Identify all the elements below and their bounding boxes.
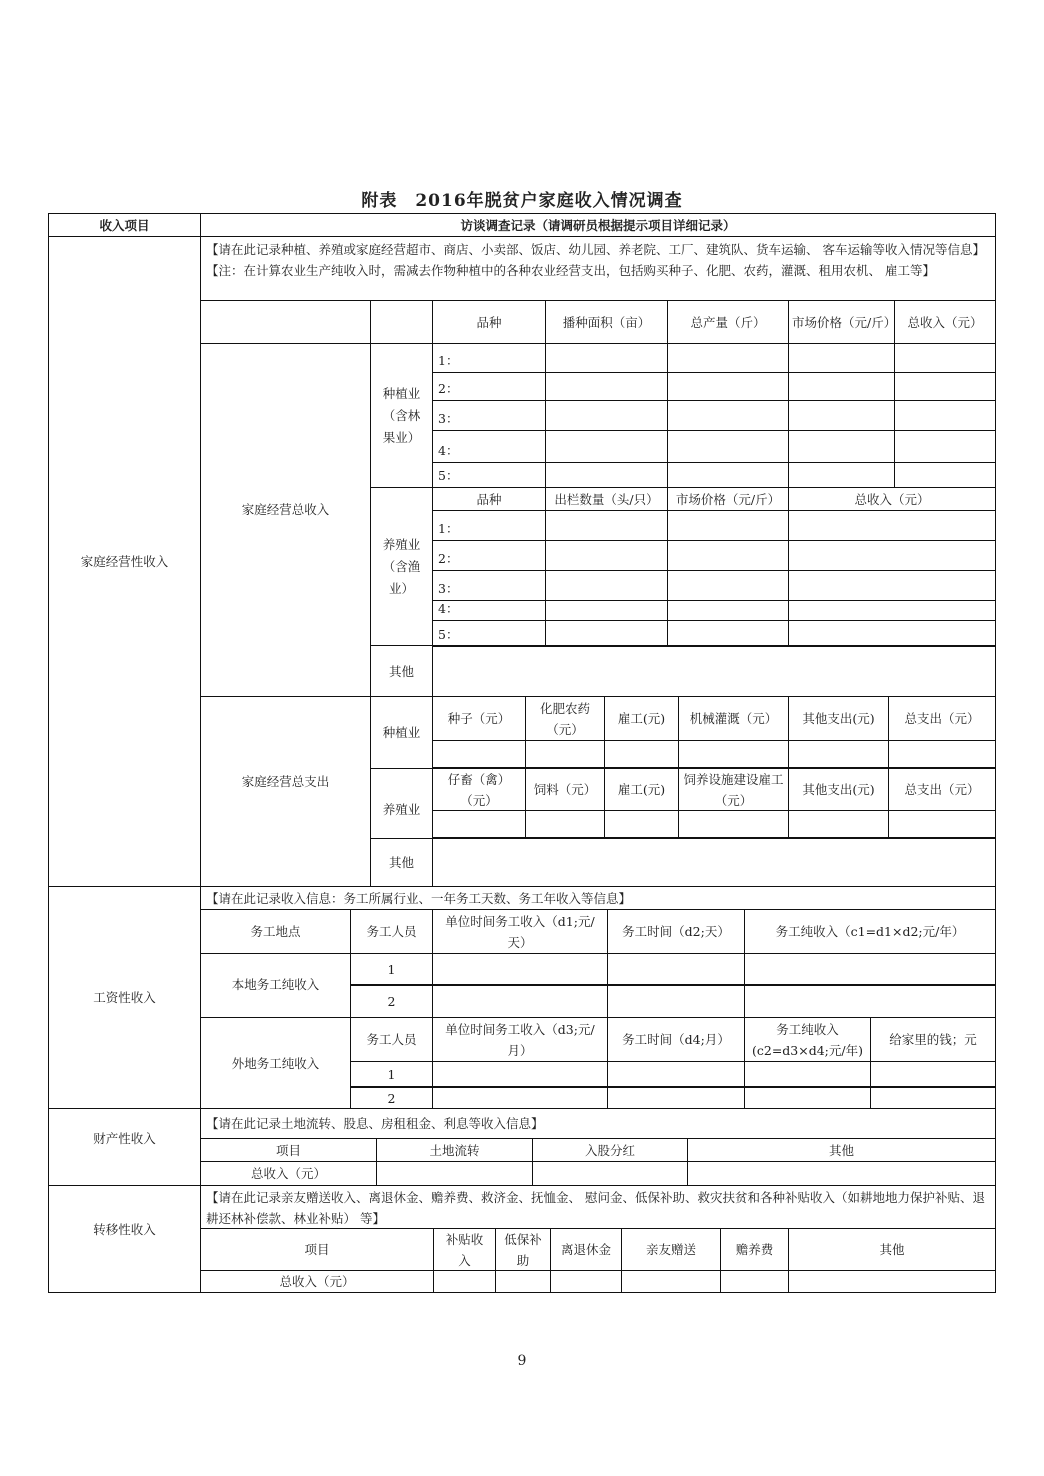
livestock-expense-value[interactable]: [788, 810, 889, 838]
away-net-field[interactable]: [744, 1087, 871, 1109]
crop-row-label: 4：: [432, 430, 546, 463]
local-net-field[interactable]: [744, 953, 996, 985]
category-transfer-income: 转移性收入: [48, 1185, 201, 1293]
crop-row-label: 2：: [432, 372, 546, 401]
property-other-value[interactable]: [687, 1161, 996, 1186]
livestock-row-field[interactable]: [667, 510, 789, 541]
property-total-label: 总收入（元）: [200, 1161, 377, 1186]
local-time-field[interactable]: [607, 985, 745, 1018]
header-interview-record: 访谈调查记录（请调研员根据提示项目详细记录）: [200, 213, 996, 237]
crop-row-field[interactable]: [545, 462, 668, 488]
livestock-row-field[interactable]: [788, 570, 996, 601]
livestock-row-field[interactable]: [788, 510, 996, 541]
category-business-income: 家庭经营性收入: [48, 236, 201, 887]
wage-note: 【请在此记录收入信息：务工所属行业、一年务工天数、务工年收入等信息】: [200, 886, 996, 910]
transfer-value[interactable]: [621, 1270, 721, 1293]
away-header-worker: 务工人员: [350, 1017, 433, 1062]
livestock-header-total: 总收入（元）: [788, 487, 996, 511]
livestock-expense-header: 雇工(元): [604, 768, 679, 811]
local-unit-income-field[interactable]: [432, 985, 608, 1018]
transfer-value[interactable]: [720, 1270, 789, 1293]
crop-header-blank: [200, 300, 371, 344]
business-other-field[interactable]: [432, 645, 996, 697]
transfer-header: 低保补助: [495, 1228, 551, 1271]
away-header-time: 务工时间（d4;月）: [607, 1017, 745, 1062]
away-time-field[interactable]: [607, 1087, 745, 1109]
livestock-expense-header: 总支出（元）: [888, 768, 996, 811]
crop-row-label: 3：: [432, 400, 546, 431]
transfer-value[interactable]: [788, 1270, 996, 1293]
local-time-field[interactable]: [607, 953, 745, 985]
livestock-expense-label: 养殖业: [370, 768, 433, 839]
property-header-other: 其他: [687, 1138, 996, 1162]
livestock-header-count: 出栏数量（头/只）: [545, 487, 668, 511]
crop-row-field[interactable]: [788, 462, 895, 488]
livestock-expense-value[interactable]: [604, 810, 679, 838]
crop-row-label: 5：: [432, 462, 546, 488]
away-time-field[interactable]: [607, 1061, 745, 1087]
livestock-expense-value[interactable]: [525, 810, 605, 838]
wage-header-unit-income: 单位时间务工收入（d1;元/天）: [432, 909, 608, 954]
crop-row-field[interactable]: [545, 430, 668, 463]
crop-expense-value[interactable]: [525, 740, 605, 768]
business-note: 【请在此记录种植、养殖或家庭经营超市、商店、小卖部、饭店、幼儿园、养老院、工厂、建筑队、货车运输、 客车运输等收入情况等信息】【注：在计算农业生产纯收入时，需减去作物种植中的各种农业经营支出，包括购买种子、化肥、农药，灌溉、租用农机、 雇工等】: [200, 236, 996, 301]
livestock-row-field[interactable]: [545, 570, 668, 601]
crop-expense-value[interactable]: [678, 740, 789, 768]
crop-row-field[interactable]: [894, 400, 996, 431]
crop-expense-value[interactable]: [604, 740, 679, 768]
crop-expense-header: 化肥农药（元）: [525, 696, 605, 741]
away-worker-number: 1: [350, 1061, 433, 1087]
transfer-value[interactable]: [433, 1270, 496, 1293]
crop-expense-header: 其他支出(元): [788, 696, 889, 741]
crop-label: 种植业（含林果业）: [370, 343, 433, 488]
crop-expense-label: 种植业: [370, 696, 433, 769]
transfer-header: 补贴收入: [433, 1228, 496, 1271]
crop-header-blank2: [370, 300, 433, 344]
livestock-label: 养殖业（含渔业）: [370, 487, 433, 646]
crop-row-field[interactable]: [788, 430, 895, 463]
header-income-item: 收入项目: [48, 213, 201, 237]
crop-expense-value[interactable]: [788, 740, 889, 768]
livestock-expense-value[interactable]: [432, 810, 526, 838]
livestock-row-field[interactable]: [667, 600, 789, 621]
livestock-row-field[interactable]: [667, 540, 789, 571]
away-unit-income-field[interactable]: [432, 1087, 608, 1109]
crop-row-field[interactable]: [894, 372, 996, 401]
transfer-header: 项目: [200, 1228, 434, 1271]
crop-row-label: 1：: [432, 343, 546, 373]
local-net-field[interactable]: [744, 985, 996, 1018]
crop-row-field[interactable]: [788, 343, 895, 373]
local-worker-number: 1: [350, 953, 433, 985]
crop-expense-header: 总支出（元）: [888, 696, 996, 741]
transfer-header: 其他: [788, 1228, 996, 1271]
crop-expense-header: 雇工(元): [604, 696, 679, 741]
crop-header-variety: 品种: [432, 300, 546, 344]
livestock-row-field[interactable]: [545, 620, 668, 647]
crop-row-field[interactable]: [894, 462, 996, 488]
crop-row-field[interactable]: [545, 372, 668, 401]
business-total-expense-label: 家庭经营总支出: [200, 696, 371, 887]
transfer-value[interactable]: [550, 1270, 622, 1293]
away-net-field[interactable]: [744, 1061, 871, 1087]
crop-row-field[interactable]: [667, 430, 789, 463]
crop-expense-value[interactable]: [432, 740, 526, 768]
transfer-header: 亲友赠送: [621, 1228, 721, 1271]
crop-row-field[interactable]: [667, 400, 789, 431]
away-wage-label: 外地务工纯收入: [200, 1017, 351, 1109]
livestock-row-label: 5：: [432, 620, 546, 647]
livestock-row-label: 1：: [432, 510, 546, 541]
away-unit-income-field[interactable]: [432, 1061, 608, 1087]
away-header-net: 务工纯收入(c2=d3×d4;元/年): [744, 1017, 871, 1062]
property-header-item: 项目: [200, 1138, 377, 1162]
page-number: 9: [517, 1353, 527, 1369]
livestock-row-label: 4：: [432, 600, 546, 621]
crop-row-field[interactable]: [667, 462, 789, 488]
crop-expense-value[interactable]: [888, 740, 996, 768]
crop-row-field[interactable]: [667, 372, 789, 401]
category-wage-income: 工资性收入: [48, 886, 201, 1109]
property-dividend-value[interactable]: [532, 1161, 688, 1186]
transfer-value[interactable]: [495, 1270, 551, 1293]
away-worker-number: 2: [350, 1087, 433, 1109]
crop-row-field[interactable]: [545, 400, 668, 431]
livestock-expense-header: 其他支出(元): [788, 768, 889, 811]
wage-header-time: 务工时间（d2;天）: [607, 909, 745, 954]
away-header-remittance: 给家里的钱；元: [870, 1017, 996, 1062]
livestock-row-field[interactable]: [545, 510, 668, 541]
property-land-value[interactable]: [376, 1161, 533, 1186]
transfer-note: 【请在此记录亲友赠送收入、离退休金、赡养费、救济金、抚恤金、 慰问金、低保补助、救灾扶贫和各种补贴收入（如耕地地力保护补贴、退耕还林补偿款、林业补贴） 等】: [200, 1185, 996, 1229]
property-note: 【请在此记录土地流转、股息、房租租金、利息等收入信息】: [200, 1108, 996, 1139]
transfer-header: 离退休金: [550, 1228, 622, 1271]
livestock-header-variety: 品种: [432, 487, 546, 511]
livestock-header-price: 市场价格（元/斤）: [667, 487, 789, 511]
local-worker-number: 2: [350, 985, 433, 1018]
crop-header-price: 市场价格（元/斤）: [788, 300, 895, 344]
crop-expense-header: 机械灌溉（元）: [678, 696, 789, 741]
document-title: 附表 2016年脱贫户家庭收入情况调查: [361, 191, 683, 211]
property-header-dividend: 入股分红: [532, 1138, 688, 1162]
livestock-row-field[interactable]: [545, 540, 668, 571]
livestock-expense-value[interactable]: [888, 810, 996, 838]
livestock-row-field[interactable]: [545, 600, 668, 621]
crop-row-field[interactable]: [894, 430, 996, 463]
livestock-expense-header: 饲养设施建设雇工（元）: [678, 768, 789, 811]
property-header-land: 土地流转: [376, 1138, 533, 1162]
livestock-expense-header: 饲料（元）: [525, 768, 605, 811]
livestock-row-field[interactable]: [667, 620, 789, 647]
wage-header-worker: 务工人员: [350, 909, 433, 954]
away-header-unit-income: 单位时间务工收入（d3;元/月）: [432, 1017, 608, 1062]
crop-row-field[interactable]: [545, 343, 668, 373]
livestock-expense-value[interactable]: [678, 810, 789, 838]
livestock-row-field[interactable]: [788, 620, 996, 647]
crop-row-field[interactable]: [667, 343, 789, 373]
away-remittance-field[interactable]: [870, 1087, 996, 1109]
crop-expense-header: 种子（元）: [432, 696, 526, 741]
crop-header-output: 总产量（斤）: [667, 300, 789, 344]
crop-header-area: 播种面积（亩）: [545, 300, 668, 344]
wage-header-net: 务工纯收入（c1=d1×d2;元/年）: [744, 909, 996, 954]
business-other-label: 其他: [370, 645, 433, 697]
crop-header-total: 总收入（元）: [894, 300, 996, 344]
crop-row-field[interactable]: [894, 343, 996, 373]
livestock-row-field[interactable]: [788, 600, 996, 621]
livestock-row-label: 2：: [432, 540, 546, 571]
local-unit-income-field[interactable]: [432, 953, 608, 985]
business-total-income-label: 家庭经营总收入: [200, 343, 371, 697]
expense-other-label: 其他: [370, 838, 433, 887]
expense-other-field[interactable]: [432, 838, 996, 887]
local-wage-label: 本地务工纯收入: [200, 953, 351, 1018]
crop-row-field[interactable]: [788, 372, 895, 401]
livestock-row-label: 3：: [432, 570, 546, 601]
transfer-total-label: 总收入（元）: [200, 1270, 434, 1293]
transfer-header: 赡养费: [720, 1228, 789, 1271]
wage-header-location: 务工地点: [200, 909, 351, 954]
crop-row-field[interactable]: [788, 400, 895, 431]
livestock-row-field[interactable]: [667, 570, 789, 601]
away-remittance-field[interactable]: [870, 1061, 996, 1087]
category-property-income: 财产性收入: [48, 1108, 201, 1186]
livestock-row-field[interactable]: [788, 540, 996, 571]
livestock-expense-header: 仔畜（禽）（元）: [432, 768, 526, 811]
